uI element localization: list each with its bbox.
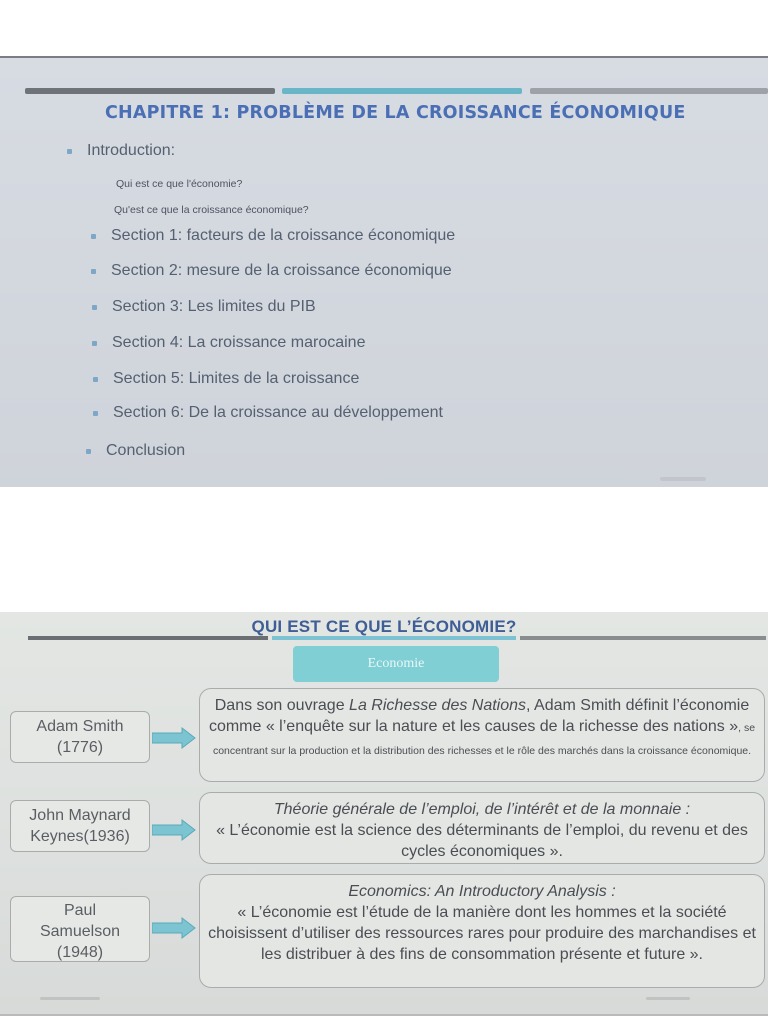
outline-item-label: Section 3: Les limites du PIB: [112, 298, 316, 315]
outline-item-section-4: [112, 334, 365, 352]
author-name: Paul: [63, 902, 97, 919]
quote-box-keynes: [199, 792, 765, 864]
quote-box-adam-smith: [199, 688, 765, 782]
outline-item-label: Introduction:: [87, 142, 176, 159]
outline-item-section-3: [112, 298, 316, 316]
outline-item-conclusion: [106, 442, 185, 460]
quote-text-small: , se concentrant sur la production et la distribution des richesses et le rôle des marchés dans la croissance économique.: [212, 722, 756, 757]
author-box-adam-smith: [10, 711, 150, 763]
title-underline-dark: [28, 636, 268, 640]
title-underline-grey: [520, 636, 766, 640]
outline-item-section-1: [111, 227, 455, 245]
bullet-icon: [91, 234, 96, 239]
outline-item-label: Section 1: facteurs de la croissance économique: [111, 227, 456, 244]
arrow-right-icon: [152, 819, 196, 841]
author-name: Adam Smith: [36, 718, 124, 735]
bullet-icon: [67, 149, 72, 154]
outline-item-section-5: [113, 370, 359, 388]
outline-item-introduction: [87, 142, 175, 160]
quote-text: « L’économie est la science des déterminants de l’emploi, du revenu et des cycles économiques ».: [216, 822, 748, 860]
outline-item-label: Section 4: La croissance marocaine: [112, 334, 366, 351]
bullet-icon: [93, 377, 98, 382]
slide-chapter-outline: [0, 56, 768, 487]
intro-question: Qui est ce que l'économie?: [116, 178, 243, 190]
outline-item-section-6: [113, 404, 443, 422]
bullet-icon: [93, 411, 98, 416]
slide-footer-mark: [40, 997, 100, 1000]
book-title: La Richesse des Nations: [349, 697, 527, 714]
chapter-title: CHAPITRE 1: PROBLÈME DE LA CROISSANCE ÉCONOMIQUE: [105, 103, 686, 123]
book-title: Economics: An Introductory Analysis :: [348, 883, 616, 900]
quote-text: , Adam Smith définit l’économie comme « l’enquête sur la nature et les causes de la richesse des nations »: [208, 697, 750, 735]
arrow-right-icon: [152, 727, 196, 749]
quote-text: « L’économie est l’étude de la manière dont les hommes et la société choisissent d’utiliser des ressources rares pour produire des marchandises et les distribuer à des fins de consommation présente et future ».: [208, 904, 756, 963]
book-title: Théorie générale de l’emploi, de l’intérêt et de la monnaie :: [273, 801, 691, 818]
quote-box-samuelson: [199, 874, 765, 988]
author-year: (1948): [56, 944, 104, 961]
title-underline-teal: [272, 636, 516, 640]
outline-item-label: Conclusion: [106, 442, 186, 459]
slide-economy-definitions: [0, 612, 768, 1016]
author-box-keynes: [10, 800, 150, 852]
outline-list: [0, 58, 768, 487]
outline-item-label: Section 5: Limites de la croissance: [113, 370, 360, 387]
bullet-icon: [86, 449, 91, 454]
author-name: John Maynard: [29, 807, 131, 824]
intro-question: Qu'est ce que la croissance économique?: [114, 204, 309, 216]
author-year: (1776): [56, 739, 104, 756]
bullet-icon: [91, 269, 96, 274]
outline-item-section-2: [111, 262, 452, 280]
slide-footer-mark: [646, 997, 690, 1000]
author-year: Keynes(1936): [30, 828, 130, 845]
author-box-samuelson: [10, 896, 150, 962]
slide-title: QUI EST CE QUE L’ÉCONOMIE?: [251, 617, 517, 636]
author-name: Samuelson: [39, 923, 121, 940]
arrow-right-icon: [152, 917, 196, 939]
bullet-icon: [92, 305, 97, 310]
bullet-icon: [92, 341, 97, 346]
quote-text: Dans son ouvrage: [214, 697, 350, 714]
economie-badge: Economie: [293, 646, 499, 682]
outline-item-label: Section 6: De la croissance au développement: [113, 404, 443, 421]
slide-footer-mark: [660, 477, 706, 481]
outline-item-label: Section 2: mesure de la croissance économique: [111, 262, 452, 279]
